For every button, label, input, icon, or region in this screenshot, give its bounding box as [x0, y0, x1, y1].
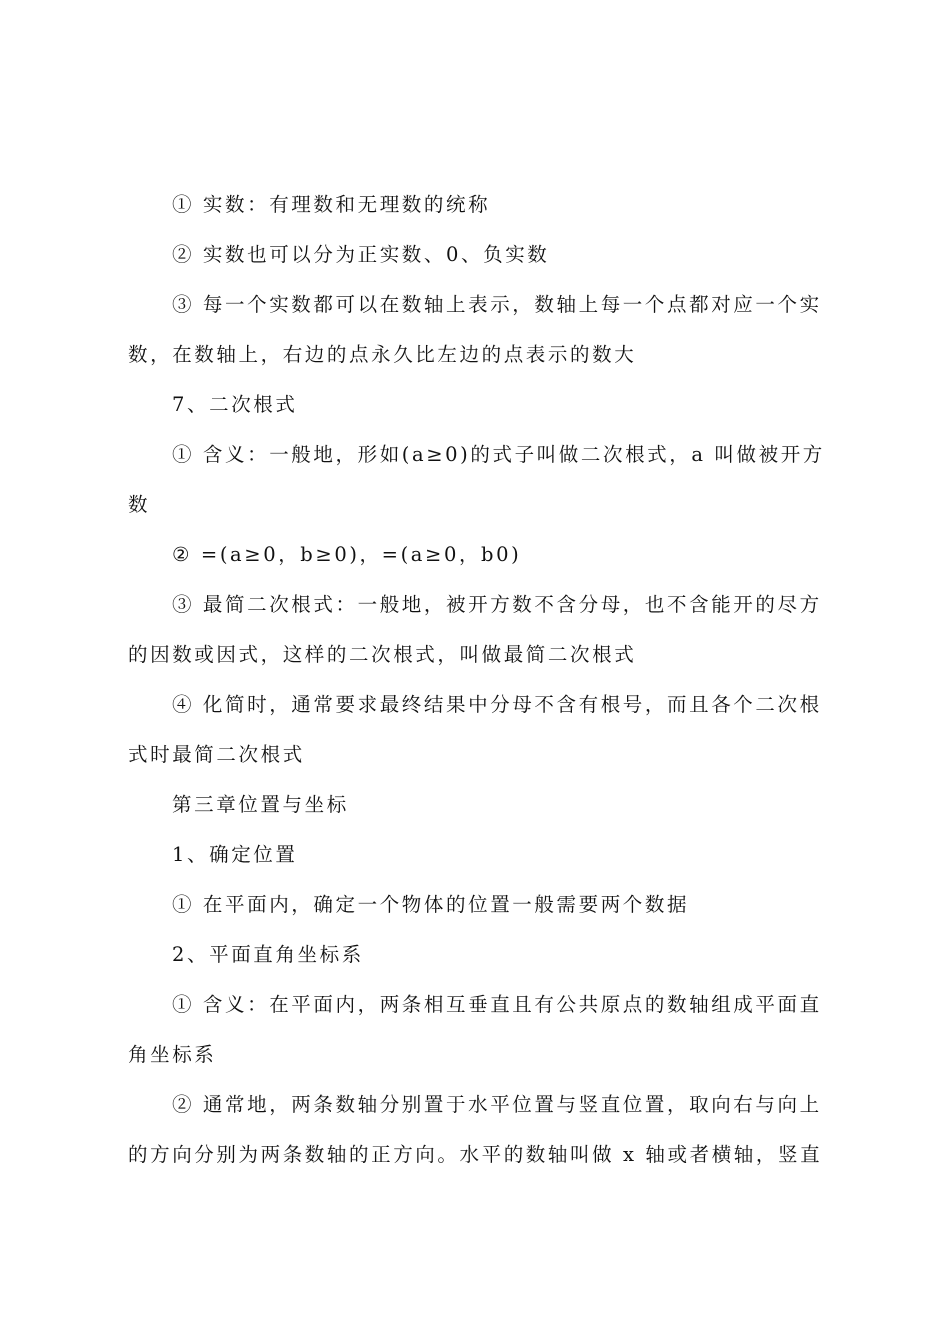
text-line-12: 式时最简二次根式 [128, 743, 305, 766]
text-line-3: ③ 每一个实数都可以在数轴上表示，数轴上每一个点都对应一个实 [172, 293, 822, 316]
text-line-20: 的方向分别为两条数轴的正方向。水平的数轴叫做 x 轴或者横轴，竖直 [128, 1143, 823, 1166]
text-line-9: ③ 最简二次根式：一般地，被开方数不含分母，也不含能开的尽方 [172, 593, 822, 616]
text-line-1: ① 实数：有理数和无理数的统称 [172, 193, 491, 216]
text-line-4: 数，在数轴上，右边的点永久比左边的点表示的数大 [128, 343, 637, 366]
text-line-6: ① 含义：一般地，形如(a≥0)的式子叫做二次根式，a 叫做被开方 [172, 443, 825, 466]
text-line-17: ① 含义：在平面内，两条相互垂直且有公共原点的数轴组成平面直 [172, 993, 822, 1016]
text-line-15: ① 在平面内，确定一个物体的位置一般需要两个数据 [172, 893, 690, 916]
text-line-2: ② 实数也可以分为正实数、0、负实数 [172, 243, 550, 266]
section-heading: 2、平面直角坐标系 [172, 943, 364, 966]
text-line-18: 角坐标系 [128, 1043, 217, 1066]
chapter-heading: 第三章位置与坐标 [172, 793, 349, 816]
text-line-10: 的因数或因式，这样的二次根式，叫做最简二次根式 [128, 643, 637, 666]
text-line-7: 数 [128, 493, 151, 516]
text-line-8: ② =(a≥0，b≥0)，=(a≥0，b0) [172, 543, 522, 566]
section-heading: 1、确定位置 [172, 843, 298, 866]
text-line-19: ② 通常地，两条数轴分别置于水平位置与竖直位置，取向右与向上 [172, 1093, 822, 1116]
text-line-11: ④ 化简时，通常要求最终结果中分母不含有根号，而且各个二次根 [172, 693, 822, 716]
section-heading: 7、二次根式 [172, 393, 298, 416]
